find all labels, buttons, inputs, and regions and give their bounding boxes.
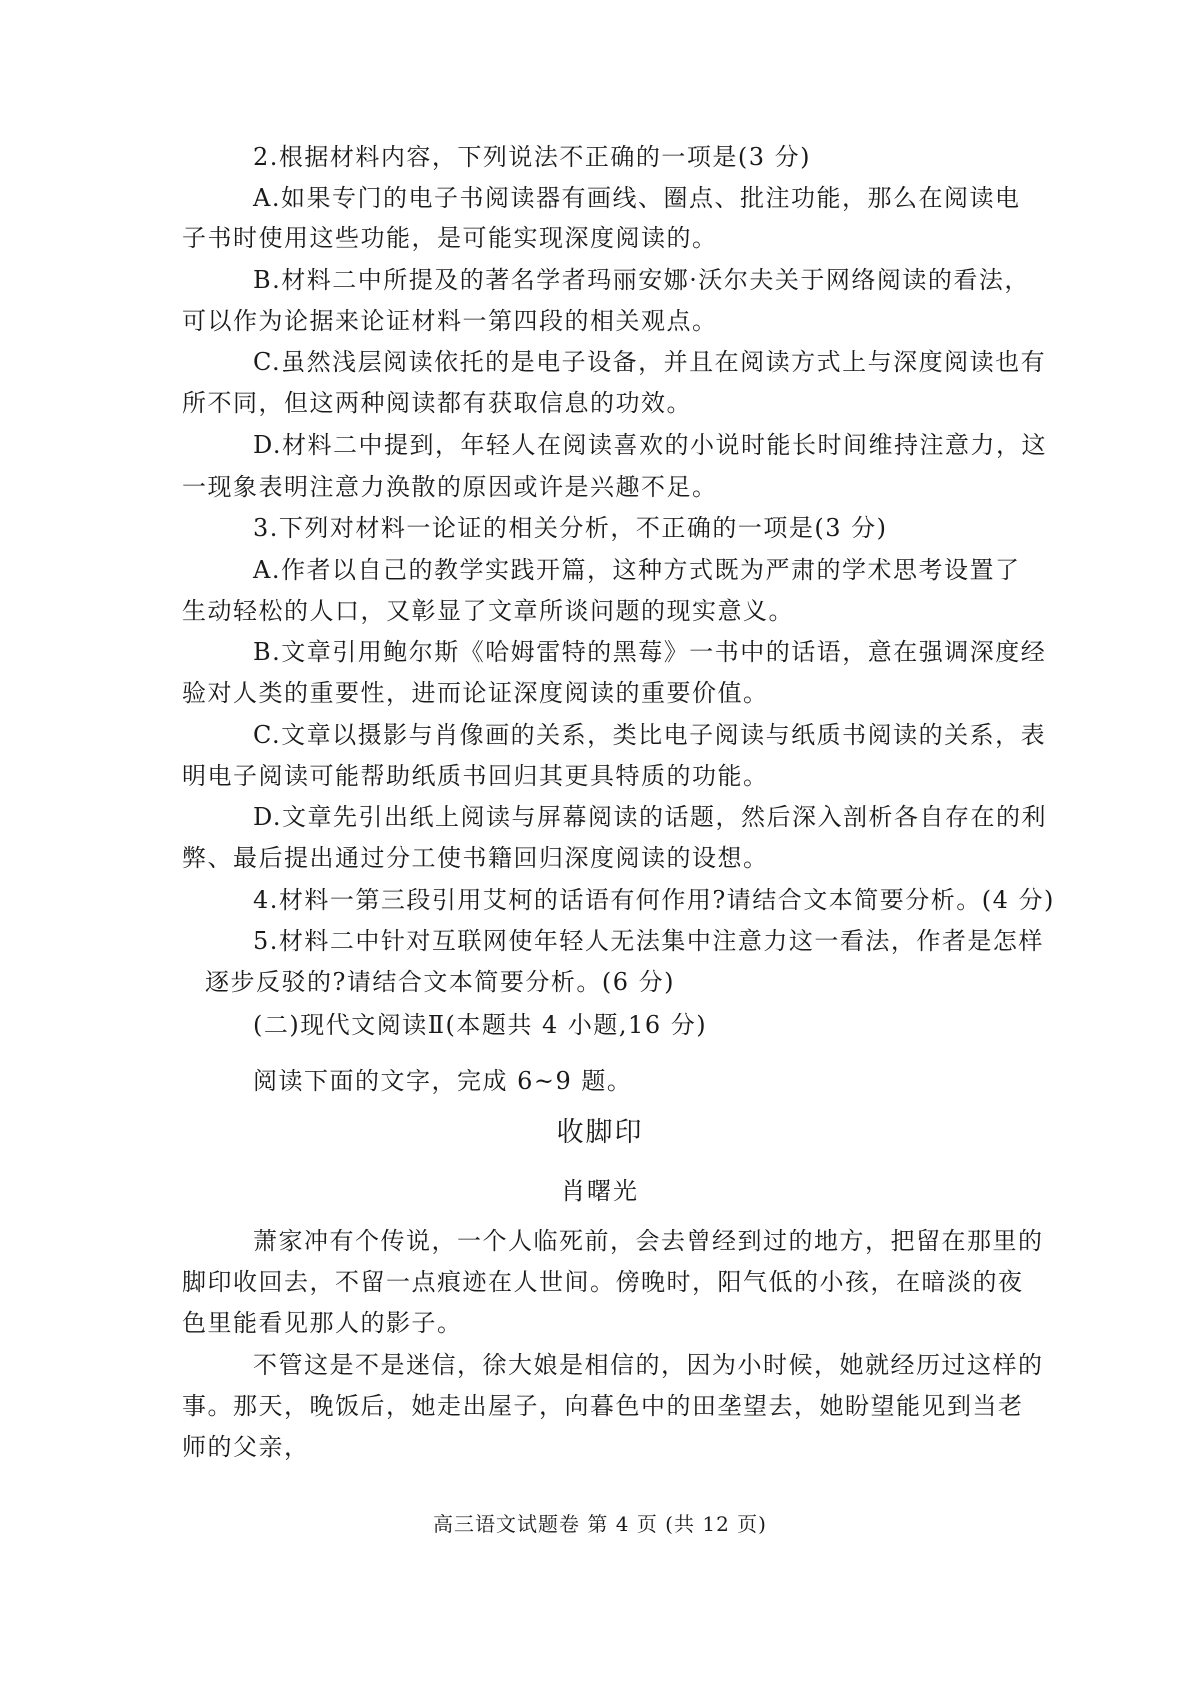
section-2-instruction: 阅读下面的文字，完成 6~9 题。 — [253, 1067, 633, 1095]
question-2-option-a-line2: 子书时使用这些功能，是可能实现深度阅读的。 — [182, 224, 718, 252]
question-3-option-c-line1: C.文章以摄影与肖像画的关系，类比电子阅读与纸质书阅读的关系，表 — [253, 721, 1047, 749]
story-paragraph-2-line3: 师的父亲， — [182, 1433, 310, 1461]
question-2-option-c-line2: 所不同，但这两种阅读都有获取信息的功效。 — [182, 389, 692, 417]
question-3-option-b-line2: 验对人类的重要性，进而论证深度阅读的重要价值。 — [182, 679, 769, 707]
page-footer: 高三语文试题卷 第 4 页 (共 12 页) — [433, 1512, 767, 1536]
question-3-stem: 3.下列对材料一论证的相关分析，不正确的一项是(3 分) — [253, 514, 888, 542]
question-3-option-d-line1: D.文章先引出纸上阅读与屏幕阅读的话题，然后深入剖析各自存在的利 — [253, 803, 1048, 831]
question-3-option-b-line1: B.文章引用鲍尔斯《哈姆雷特的黑莓》一书中的话语，意在强调深度经 — [253, 638, 1047, 666]
story-paragraph-1-line1: 萧家冲有个传说，一个人临死前，会去曾经到过的地方，把留在那里的 — [253, 1227, 1044, 1255]
question-3-option-a-line1: A.作者以自己的教学实践开篇，这种方式既为严肃的学术思考设置了 — [253, 556, 1021, 584]
story-paragraph-1-line2: 脚印收回去，不留一点痕迹在人世间。傍晚时，阳气低的小孩，在暗淡的夜 — [182, 1268, 1024, 1296]
story-paragraph-2-line2: 事。那天，晚饭后，她走出屋子，向暮色中的田垄望去，她盼望能见到当老 — [182, 1392, 1024, 1420]
question-3-option-d-line2: 弊、最后提出通过分工使书籍回归深度阅读的设想。 — [182, 844, 769, 872]
question-2-stem: 2.根据材料内容，下列说法不正确的一项是(3 分) — [253, 143, 812, 171]
question-4: 4.材料一第三段引用艾柯的话语有何作用?请结合文本简要分析。(4 分) — [253, 886, 1055, 914]
story-author: 肖曙光 — [561, 1177, 639, 1205]
question-5-line2: 逐步反驳的?请结合文本简要分析。(6 分) — [205, 968, 675, 996]
section-2-heading: (二)现代文阅读Ⅱ(本题共 4 小题,16 分) — [253, 1011, 708, 1039]
question-3-option-c-line2: 明电子阅读可能帮助纸质书回归其更具特质的功能。 — [182, 762, 769, 790]
question-2-option-d-line1: D.材料二中提到，年轻人在阅读喜欢的小说时能长时间维持注意力，这 — [253, 431, 1048, 459]
question-2-option-a-line1: A.如果专门的电子书阅读器有画线、圈点、批注功能，那么在阅读电 — [253, 184, 1021, 212]
question-2-option-b-line1: B.材料二中所提及的著名学者玛丽安娜·沃尔夫关于网络阅读的看法， — [253, 266, 1030, 294]
question-5-line1: 5.材料二中针对互联网使年轻人无法集中注意力这一看法，作者是怎样 — [253, 927, 1044, 955]
story-paragraph-1-line3: 色里能看见那人的影子。 — [182, 1309, 463, 1337]
story-title: 收脚印 — [556, 1117, 644, 1148]
question-3-option-a-line2: 生动轻松的人口，又彰显了文章所谈问题的现实意义。 — [182, 597, 794, 625]
question-2-option-b-line2: 可以作为论据来论证材料一第四段的相关观点。 — [182, 307, 718, 335]
question-2-option-d-line2: 一现象表明注意力涣散的原因或许是兴趣不足。 — [182, 473, 718, 501]
question-2-option-c-line1: C.虽然浅层阅读依托的是电子设备，并且在阅读方式上与深度阅读也有 — [253, 348, 1047, 376]
story-paragraph-2-line1: 不管这是不是迷信，徐大娘是相信的，因为小时候，她就经历过这样的 — [253, 1351, 1044, 1379]
